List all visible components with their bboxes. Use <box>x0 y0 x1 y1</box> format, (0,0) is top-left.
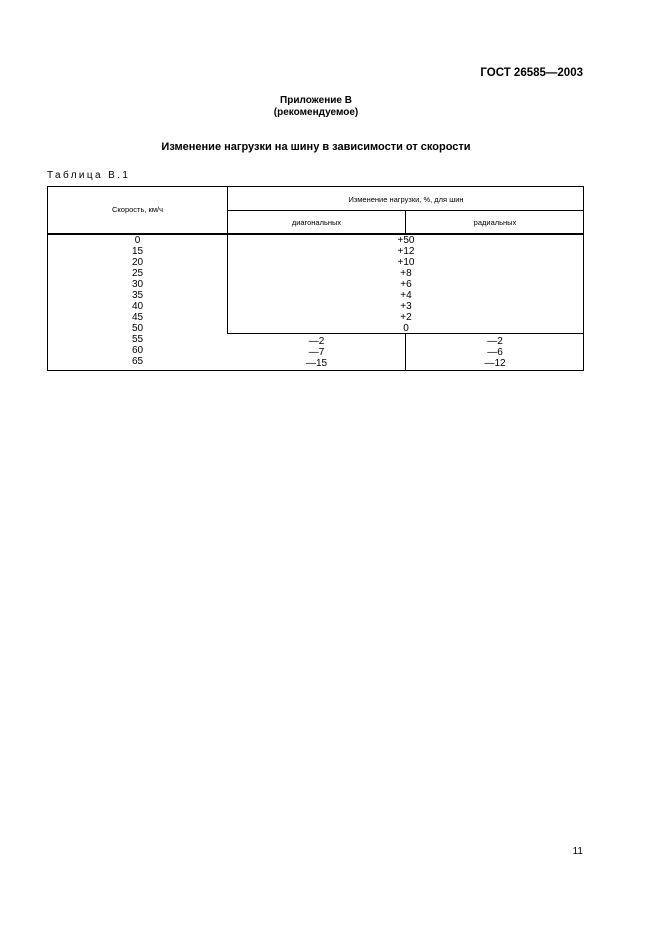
speed-cell: 40 <box>131 301 144 312</box>
speed-cell: 35 <box>131 290 144 301</box>
bias-value-column <box>228 336 405 369</box>
speed-cell: 55 <box>131 334 144 345</box>
speed-cell: 60 <box>131 345 144 356</box>
header-speed: Скорость, км/ч <box>112 205 163 214</box>
common-value-cell: +4 <box>400 290 412 301</box>
bias-value-cell: —15 <box>305 358 328 369</box>
common-value-cell: +3 <box>400 301 412 312</box>
speed-cell: 65 <box>131 356 144 367</box>
radial-value-column <box>406 336 584 369</box>
common-value-cell: +6 <box>400 279 412 290</box>
speed-cell: 15 <box>131 246 144 257</box>
speed-cell: 30 <box>131 279 144 290</box>
header-load-change: Изменение нагрузки, %, для шин <box>348 195 464 204</box>
speed-cell: 0 <box>134 235 141 246</box>
common-value-cell: 0 <box>403 323 409 334</box>
speed-cell: 45 <box>131 312 144 323</box>
common-value-cell: +8 <box>400 268 412 279</box>
speed-cell: 25 <box>131 268 144 279</box>
common-value-cell: +12 <box>397 246 415 257</box>
data-table <box>47 186 584 371</box>
radial-value-cell: —2 <box>487 336 503 347</box>
header-bias: диагональных <box>291 218 342 227</box>
standard-number: ГОСТ 26585—2003 <box>480 67 583 79</box>
common-value-cell: +10 <box>397 257 415 268</box>
appendix-title: Приложение В <box>280 95 352 106</box>
bias-value-cell: —2 <box>308 336 325 347</box>
speed-cell: 20 <box>131 257 144 268</box>
common-value-cell: +2 <box>400 312 412 323</box>
header-radial: радиальных <box>473 218 517 227</box>
radial-value-cell: —6 <box>487 347 503 358</box>
appendix-status: (рекомендуемое) <box>273 107 359 118</box>
section-heading: Изменение нагрузки на шину в зависимости от скорости <box>161 141 471 153</box>
radial-value-cell: —12 <box>484 358 506 369</box>
bias-value-cell: —7 <box>308 347 325 358</box>
page-number: 11 <box>572 846 583 857</box>
common-value-cell: +50 <box>397 235 415 246</box>
common-value-column <box>228 235 584 334</box>
table-caption: Таблица В.1 <box>47 170 131 181</box>
speed-column <box>48 235 227 367</box>
speed-cell: 50 <box>131 323 144 334</box>
appendix-title-block <box>0 95 632 119</box>
